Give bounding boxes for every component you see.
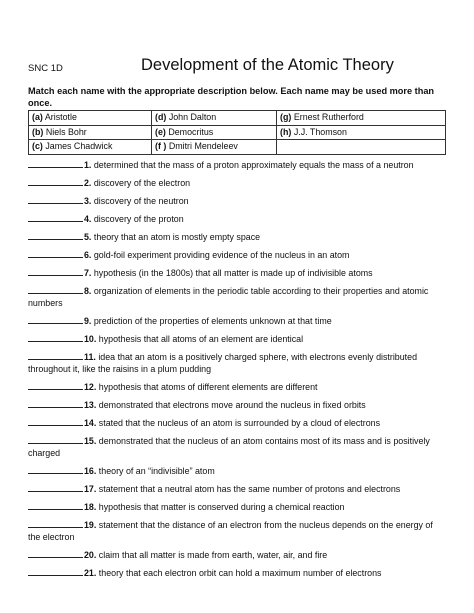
answer-blank[interactable]: [28, 518, 83, 528]
answer-blank[interactable]: [28, 332, 83, 342]
question-item: [28, 212, 446, 226]
question-text: discovery of the electron: [91, 178, 191, 188]
question-number: 10.: [84, 333, 97, 344]
question-number: 18.: [84, 501, 97, 512]
question-item: [28, 548, 446, 562]
answer-blank[interactable]: [28, 500, 83, 510]
option-letter: (h): [280, 126, 292, 137]
question-number: 2.: [84, 178, 92, 188]
option-name: John Dalton: [168, 112, 217, 122]
question-number: 12.: [84, 381, 97, 392]
question-number: 20.: [84, 549, 97, 560]
answer-key-table: [28, 110, 446, 155]
answer-key-row: [29, 111, 446, 126]
answer-blank[interactable]: [28, 380, 83, 390]
option-cell: [152, 140, 277, 155]
question-text: theory that each electron orbit can hold a maximum number of electrons: [96, 567, 382, 578]
answer-blank[interactable]: [28, 248, 83, 258]
question-text: discovery of the neutron: [91, 196, 189, 206]
answer-blank[interactable]: [28, 266, 83, 276]
question-number: 8.: [84, 286, 92, 296]
question-item: [28, 500, 446, 514]
answer-blank[interactable]: [28, 284, 83, 294]
option-letter: (g): [280, 112, 292, 122]
option-cell: [29, 111, 152, 126]
question-number: 6.: [84, 250, 92, 260]
question-number: 13.: [84, 399, 97, 410]
option-name: Aristotle: [44, 112, 77, 122]
question-item: [28, 380, 446, 394]
option-name: Dmitri Mendeleev: [168, 141, 238, 152]
instructions: Match each name with the appropriate description below. Each name may be used more than once.: [28, 86, 435, 108]
answer-blank[interactable]: [28, 398, 83, 408]
answer-blank[interactable]: [28, 314, 83, 324]
answer-blank[interactable]: [28, 416, 83, 426]
question-number: 19.: [84, 519, 97, 530]
question-item: [28, 398, 446, 412]
option-cell: [152, 125, 277, 140]
question-item: [28, 314, 446, 328]
question-item: [28, 464, 446, 478]
answer-blank[interactable]: [28, 434, 83, 444]
question-text: statement that the distance of an electron from the nucleus depends on the energy of the electron: [28, 519, 433, 542]
option-letter: (b): [32, 126, 44, 137]
question-number: 11.: [84, 351, 96, 362]
answer-blank[interactable]: [28, 482, 83, 492]
question-text: gold-foil experiment providing evidence of the nucleus in an atom: [91, 250, 350, 260]
question-item: [28, 350, 446, 376]
question-text: idea that an atom is a positively charged sphere, with electrons evenly distributed throughout it, like the raisins in a plum pudding: [28, 351, 418, 374]
question-text: theory that an atom is mostly empty space: [91, 232, 261, 242]
question-text: hypothesis (in the 1800s) that all matter is made up of indivisible atoms: [91, 268, 373, 278]
question-number: 9.: [84, 315, 92, 326]
question-text: demonstrated that electrons move around the nucleus in fixed orbits: [96, 399, 366, 410]
question-item: [28, 416, 446, 430]
question-number: 16.: [84, 465, 97, 476]
option-letter: (d): [155, 112, 167, 122]
header: [28, 56, 446, 80]
answer-blank[interactable]: [28, 158, 83, 168]
question-text: discovery of the proton: [91, 214, 184, 224]
question-text: hypothesis that matter is conserved during a chemical reaction: [96, 501, 345, 512]
answer-key-row: [29, 140, 446, 155]
course-code: SNC 1D: [28, 63, 63, 74]
question-item: [28, 158, 446, 172]
option-name: Ernest Rutherford: [293, 112, 364, 122]
answer-blank[interactable]: [28, 194, 83, 204]
question-number: 7.: [84, 268, 92, 278]
option-cell: [152, 111, 277, 126]
question-item: [28, 482, 446, 496]
answer-blank[interactable]: [28, 548, 83, 558]
question-text: demonstrated that the nucleus of an atom contains most of its mass and is positively charged: [28, 435, 430, 458]
option-cell: [277, 140, 446, 155]
answer-key-row: [29, 125, 446, 140]
answer-blank[interactable]: [28, 212, 83, 222]
option-cell: [277, 111, 446, 126]
question-text: hypothesis that atoms of different elements are different: [96, 381, 318, 392]
question-number: 4.: [84, 214, 92, 224]
answer-blank[interactable]: [28, 230, 83, 240]
question-number: 1.: [84, 160, 92, 170]
question-item: [28, 518, 446, 544]
option-name: Niels Bohr: [45, 126, 87, 137]
question-item: [28, 284, 446, 310]
option-letter: (c): [32, 141, 43, 152]
option-cell: [29, 140, 152, 155]
question-item: [28, 266, 446, 280]
page-title: Development of the Atomic Theory: [141, 56, 394, 74]
option-letter: (f ): [155, 141, 167, 152]
answer-blank[interactable]: [28, 464, 83, 474]
question-text: determined that the mass of a proton approximately equals the mass of a neutron: [91, 160, 414, 170]
question-number: 14.: [84, 417, 97, 428]
question-item: [28, 566, 446, 580]
question-text: statement that a neutral atom has the same number of protons and electrons: [96, 483, 401, 494]
question-text: organization of elements in the periodic table according to their properties and atomic numbers: [28, 286, 429, 308]
question-text: theory of an “indivisible” atom: [96, 465, 215, 476]
option-letter: (a): [32, 112, 43, 122]
question-text: stated that the nucleus of an atom is surrounded by a cloud of electrons: [96, 417, 381, 428]
question-text: prediction of the properties of elements unknown at that time: [91, 315, 332, 326]
question-item: [28, 248, 446, 262]
question-item: [28, 332, 446, 346]
question-number: 3.: [84, 196, 92, 206]
option-letter: (e): [155, 126, 166, 137]
question-text: hypothesis that all atoms of an element are identical: [96, 333, 304, 344]
option-name: J.J. Thomson: [293, 126, 347, 137]
option-cell: [277, 125, 446, 140]
question-number: 5.: [84, 232, 92, 242]
question-number: 15.: [84, 435, 97, 446]
question-item: [28, 230, 446, 244]
question-item: [28, 176, 446, 190]
question-list: [28, 158, 446, 584]
option-name: Democritus: [168, 126, 214, 137]
option-cell: [29, 125, 152, 140]
answer-blank[interactable]: [28, 350, 83, 360]
answer-blank[interactable]: [28, 176, 83, 186]
answer-blank[interactable]: [28, 566, 83, 576]
question-number: 17.: [84, 483, 97, 494]
question-item: [28, 194, 446, 208]
question-number: 21.: [84, 567, 97, 578]
question-text: claim that all matter is made from earth, water, air, and fire: [96, 549, 328, 560]
option-name: James Chadwick: [45, 141, 113, 152]
question-item: [28, 434, 446, 460]
